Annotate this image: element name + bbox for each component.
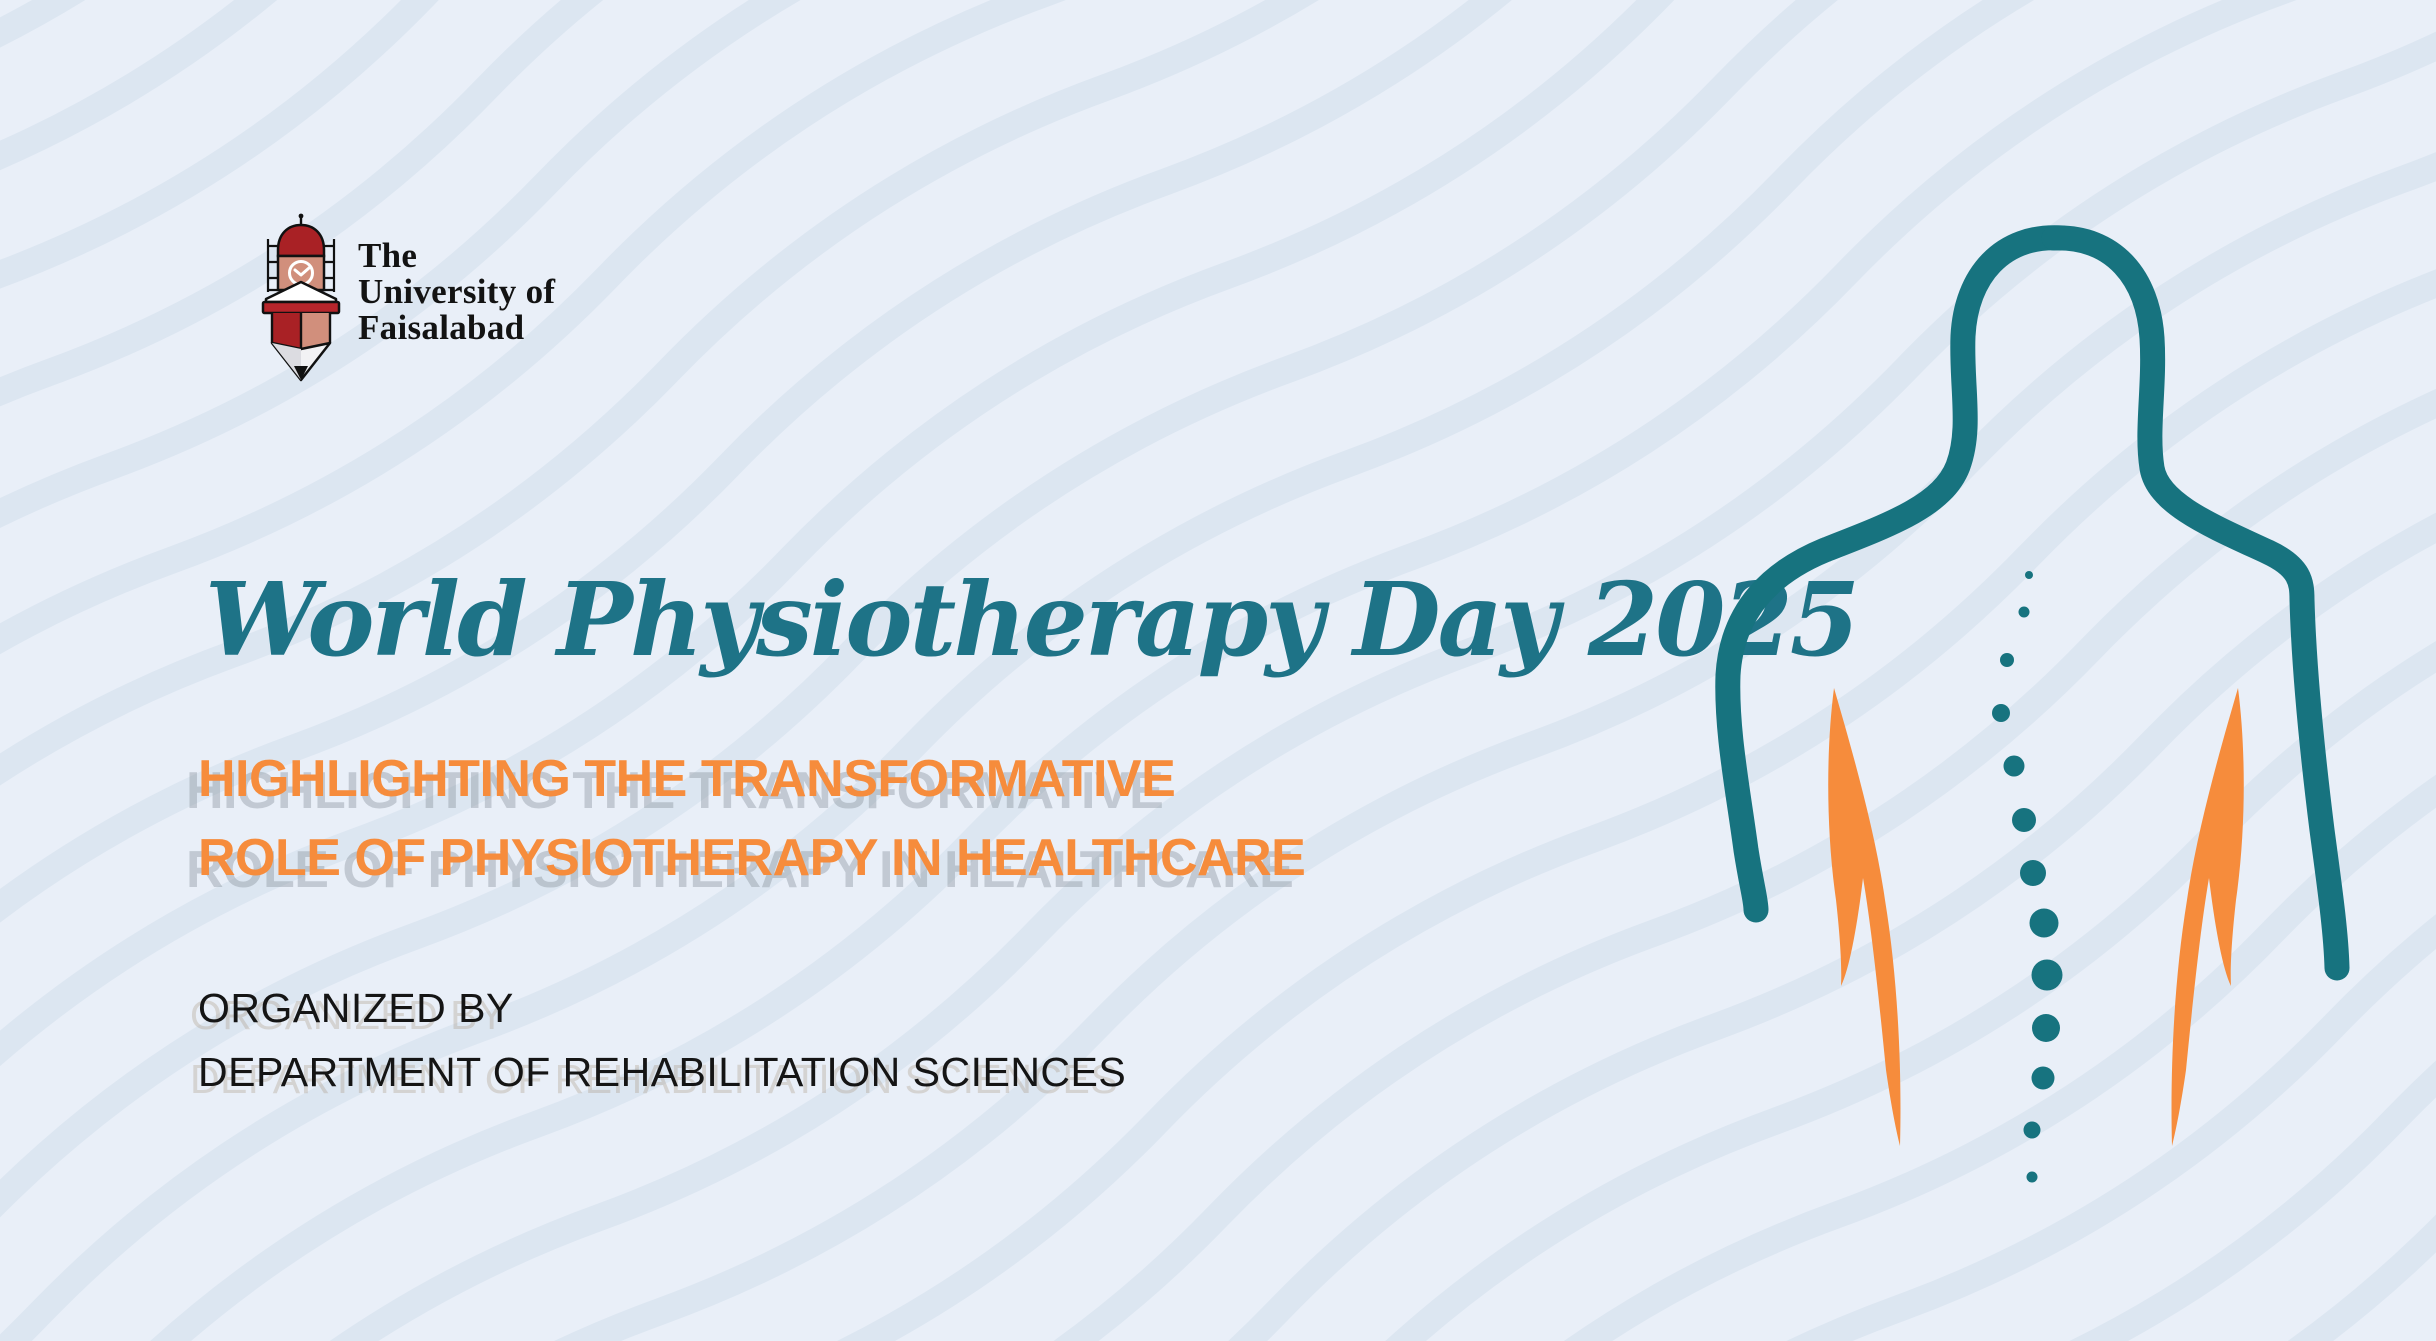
subtitle-line-2: ROLE OF PHYSIOTHERAPY IN HEALTHCARE [198,829,1306,887]
body-outline [1728,238,2337,968]
logo-line-1: The [358,236,418,275]
spine-dots [1992,571,2063,1183]
subtitle-line-1: HIGHLIGHTING THE TRANSFORMATIVE [198,750,1176,808]
event-title: World Physiotherapy Day 2025 [205,560,1858,679]
logo-line-2: University of [358,272,556,311]
event-subtitle [198,740,1305,898]
human-back-spine-illustration [1680,130,2436,1341]
organizer-block [198,976,1126,1104]
logo-line-3: Faisalabad [358,308,525,347]
university-logo [258,212,555,382]
university-logo-text [358,238,555,346]
left-muscle-accent [1828,688,1900,1146]
pencil-clock-tower-logo-icon [258,212,344,382]
organized-by-label: ORGANIZED BY [198,985,514,1031]
right-muscle-accent [2172,688,2244,1146]
organizer-name: DEPARTMENT OF REHABILITATION SCIENCES [198,1049,1127,1095]
